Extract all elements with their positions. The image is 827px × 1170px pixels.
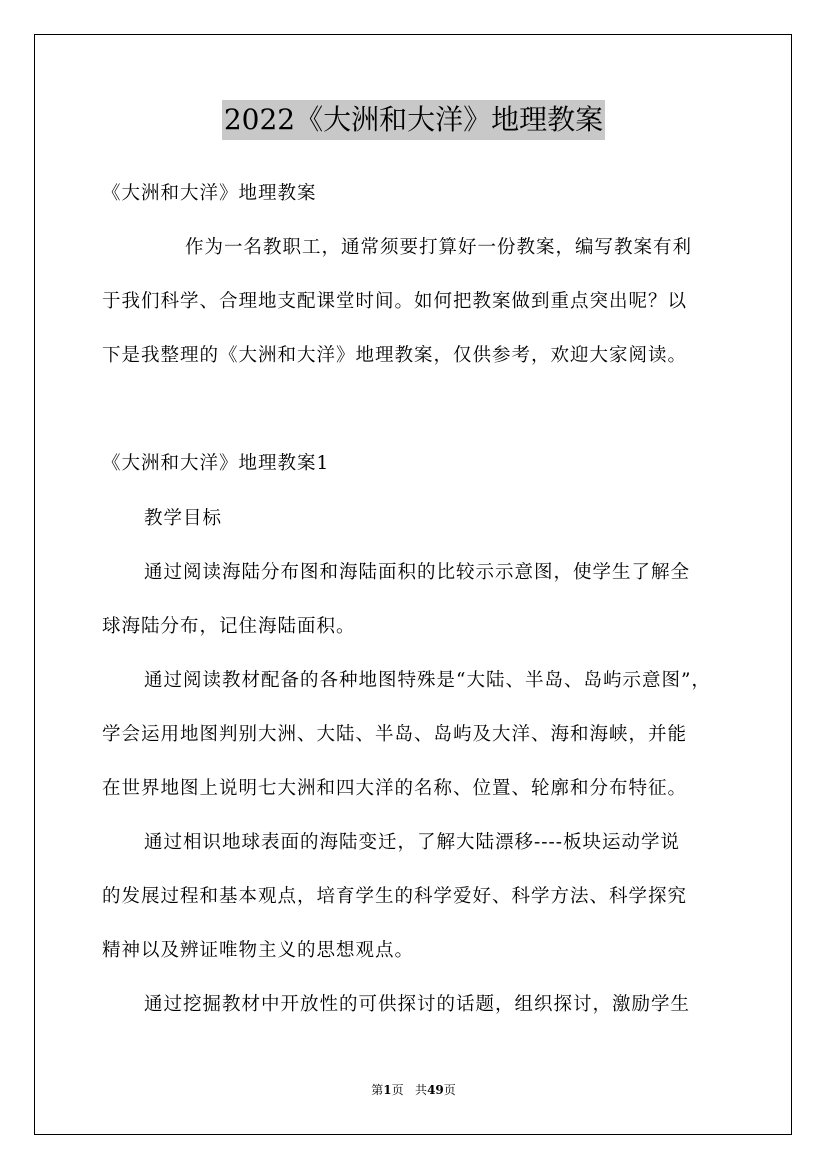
paragraph-line: 作为一名教职工，通常须要打算好一份教案，编写教案有利 [185,237,693,258]
paragraph-line: 通过挖掘教材中开放性的可供探讨的话题，组织探讨，激励学生 [144,994,691,1015]
sub-heading: 教学目标 [144,508,223,529]
paragraph-line: 在世界地图上说明七大洲和四大洋的名称、位置、轮廓和分布特征。 [102,778,688,799]
page-suffix: 页 [391,1083,404,1097]
page-prefix: 第 [371,1083,384,1097]
subtitle-line: 《大洲和大洋》地理教案 [102,183,317,204]
paragraph-line: 通过相识地球表面的海陆变迁，了解大陆漂移----板块运动学说 [144,832,681,853]
total-pages: 49 [427,1083,444,1097]
paragraph-line: 通过阅读教材配备的各种地图特殊是“大陆、半岛、岛屿示意图”， [144,670,711,691]
paragraph-line: 通过阅读海陆分布图和海陆面积的比较示示意图，使学生了解全 [144,562,691,583]
paragraph-line: 下是我整理的《大洲和大洋》地理教案，仅供参考，欢迎大家阅读。 [102,345,688,366]
total-prefix: 共 [415,1083,428,1097]
paragraph-line: 精神以及辨证唯物主义的思想观点。 [102,940,415,961]
page-number: 1 [383,1083,392,1097]
total-suffix: 页 [443,1083,456,1097]
title-container [0,100,827,140]
paragraph-line: 球海陆分布，记住海陆面积。 [102,616,356,637]
paragraph-line: 的发展过程和基本观点，培育学生的科学爱好、科学方法、科学探究 [102,886,688,907]
page-footer [0,1082,827,1098]
paragraph-line: 于我们科学、合理地支配课堂时间。如何把教案做到重点突出呢？以 [102,291,688,312]
section-heading: 《大洲和大洋》地理教案1 [102,453,330,474]
paragraph-line: 学会运用地图判别大洲、大陆、半岛、岛屿及大洋、海和海峡，并能 [102,724,688,745]
document-title: 2022《大洲和大洋》地理教案 [222,100,605,140]
